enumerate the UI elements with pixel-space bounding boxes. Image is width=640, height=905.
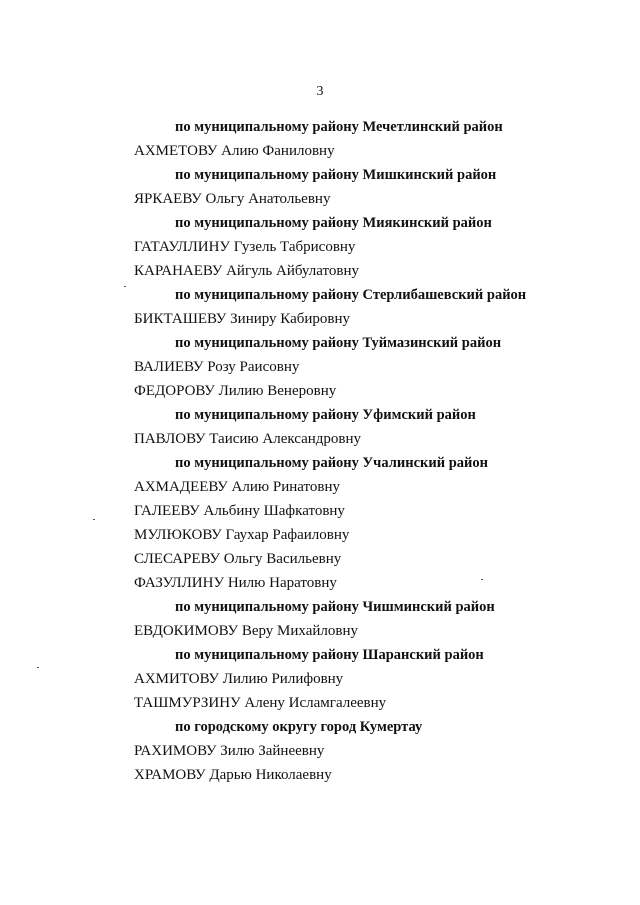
district-heading: по муниципальному району Чишминский район — [175, 599, 495, 615]
person-name: РАХИМОВУ Зилю Зайнеевну — [134, 743, 325, 759]
person-name: СЛЕСАРЕВУ Ольгу Васильевну — [134, 551, 342, 567]
district-heading: по муниципальному району Шаранский район — [175, 647, 484, 663]
district-heading: по муниципальному району Учалинский район — [175, 455, 488, 471]
person-name: ТАШМУРЗИНУ Алену Исламгалеевну — [134, 695, 387, 711]
district-heading: по муниципальному району Туймазинский район — [175, 335, 502, 351]
district-heading: по муниципальному району Мишкинский район — [175, 167, 497, 183]
person-name: ЕВДОКИМОВУ Веру Михайловну — [134, 623, 358, 639]
page-number: 3 — [316, 84, 324, 99]
person-name: ГАЛЕЕВУ Альбину Шафкатовну — [134, 503, 345, 519]
person-name: КАРАНАЕВУ Айгуль Айбулатовну — [134, 263, 359, 279]
district-heading: по муниципальному району Миякинский район — [175, 215, 492, 231]
district-heading: по муниципальному району Стерлибашевский район — [175, 287, 527, 303]
person-name: ХРАМОВУ Дарью Николаевну — [134, 767, 332, 783]
person-name: МУЛЮКОВУ Гаухар Рафаиловну — [134, 527, 350, 543]
person-name: ПАВЛОВУ Таисию Александровну — [134, 431, 362, 447]
person-name: ФЕДОРОВУ Лилию Венеровну — [134, 383, 337, 399]
scan-speck — [37, 667, 39, 668]
person-name: АХМИТОВУ Лилию Рилифовну — [134, 671, 344, 687]
person-name: ФАЗУЛЛИНУ Нилю Наратовну — [134, 575, 337, 591]
scan-speck — [481, 579, 483, 580]
appointment-list — [0, 115, 640, 787]
district-heading: по муниципальному району Уфимский район — [175, 407, 476, 423]
person-name: ГАТАУЛЛИНУ Гузель Табрисовну — [134, 239, 356, 255]
person-name: ЯРКАЕВУ Ольгу Анатольевну — [134, 191, 331, 207]
person-name: БИКТАШЕВУ Зиниру Кабировну — [134, 311, 351, 327]
person-name: АХМЕТОВУ Алию Фаниловну — [134, 143, 335, 159]
scan-speck — [93, 519, 95, 520]
district-heading: по муниципальному району Мечетлинский район — [175, 119, 503, 135]
person-name: ВАЛИЕВУ Розу Раисовну — [134, 359, 300, 375]
district-heading: по городскому округу город Кумертау — [175, 719, 423, 735]
person-name: АХМАДЕЕВУ Алию Ринатовну — [134, 479, 340, 495]
scan-speck — [124, 286, 126, 287]
